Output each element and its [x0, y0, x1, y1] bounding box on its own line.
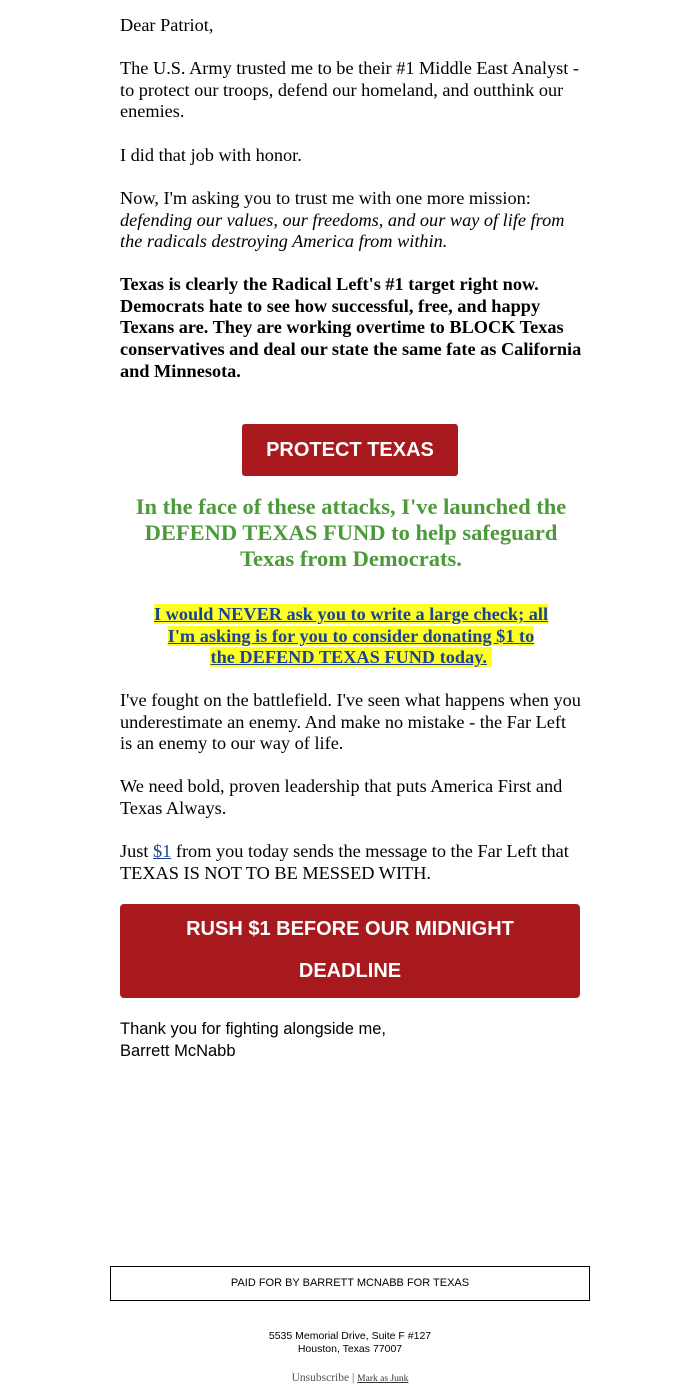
message-prefix: Just [120, 841, 154, 861]
defend-fund-heading: In the face of these attacks, I've launched the DEFEND TEXAS FUND to help safeguard Texas from Democrats. [135, 494, 567, 571]
rush-donation-button[interactable] [120, 904, 580, 998]
rush-button-line1[interactable]: RUSH $1 BEFORE OUR MIDNIGHT [186, 918, 514, 940]
message-paragraph [120, 841, 582, 884]
footer-links [0, 1371, 700, 1386]
greeting: Dear Patriot, [120, 15, 214, 35]
signoff [120, 1018, 386, 1062]
highlight-line[interactable]: the DEFEND TEXAS FUND today. [210, 647, 487, 668]
one-dollar-link[interactable]: $1 [153, 841, 172, 861]
highlight-line[interactable]: I would NEVER ask you to write a large check; all [153, 604, 549, 624]
address-line1: 5535 Memorial Drive, Suite F #127 [268, 1330, 432, 1342]
signoff-thanks: Thank you for fighting alongside me, [120, 1020, 386, 1038]
protect-texas-button[interactable]: PROTECT TEXAS [242, 424, 458, 476]
donation-highlight-link[interactable] [120, 604, 582, 669]
intro-paragraph: The U.S. Army trusted me to be their #1 Middle East Analyst - to protect our troops, defend our homeland, and outthink our enemies. [120, 58, 579, 122]
footer-separator: | [351, 1372, 355, 1384]
battlefield-paragraph: I've fought on the battlefield. I've seen what happens when you underestimate an enemy. And make no mistake - the Far Left is an enemy to our way of life. [120, 690, 581, 754]
paid-for-disclaimer: PAID FOR BY BARRETT MCNABB FOR TEXAS [110, 1266, 590, 1301]
rush-button-line2[interactable]: DEADLINE [298, 960, 402, 982]
mission-paragraph [120, 188, 582, 253]
highlight-line[interactable]: I'm asking is for you to consider donating $1 to [167, 625, 535, 646]
leadership-paragraph: We need bold, proven leadership that puts America First and Texas Always. [120, 776, 563, 818]
signoff-name: Barrett McNabb [120, 1042, 236, 1060]
honor-paragraph: I did that job with honor. [120, 145, 302, 165]
target-paragraph: Texas is clearly the Radical Left's #1 target right now. Democrats hate to see how successful, free, and happy Texans are. They are working overtime to BLOCK Texas conservatives and deal our state the same fate as California and Minnesota. [120, 274, 582, 381]
highlight-trailing-space [487, 647, 492, 667]
mailing-address [0, 1330, 700, 1356]
unsubscribe-link[interactable]: Unsubscribe [291, 1372, 350, 1384]
message-suffix: from you today sends the message to the Far Left that TEXAS IS NOT TO BE MESSED WITH. [120, 841, 569, 883]
mark-as-junk-link[interactable]: Mark as Junk [357, 1374, 409, 1384]
address-line2: Houston, Texas 77007 [297, 1343, 403, 1355]
mission-lead: Now, I'm asking you to trust me with one more mission: [120, 188, 531, 208]
mission-italic: defending our values, our freedoms, and our way of life from the radicals destroying America from within. [120, 209, 565, 252]
